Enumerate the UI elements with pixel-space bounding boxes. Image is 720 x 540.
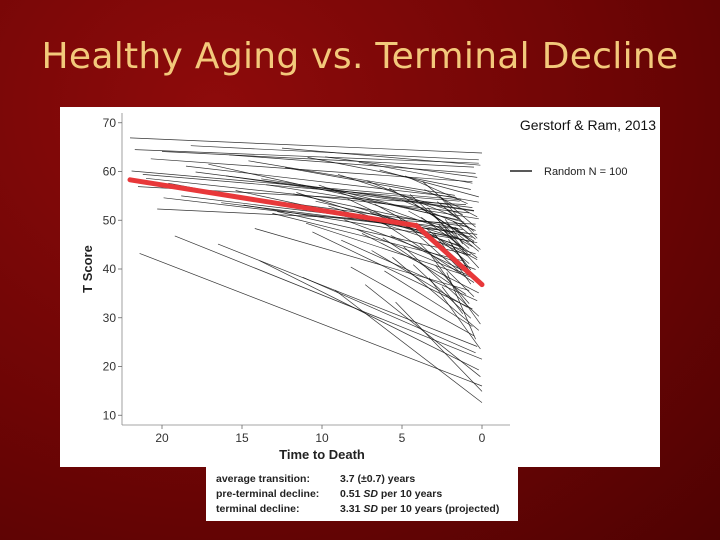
y-tick-label: 30	[102, 310, 116, 325]
y-tick-label: 50	[102, 213, 116, 228]
individual-line	[426, 228, 469, 264]
chart-panel	[60, 107, 660, 467]
stat-value-number: 0.51	[340, 488, 361, 500]
y-tick-label: 70	[102, 115, 116, 130]
chart	[60, 107, 660, 467]
individual-lines	[130, 138, 482, 403]
x-tick-label: 10	[315, 431, 329, 445]
individual-line	[164, 198, 478, 235]
individual-line	[447, 272, 476, 339]
x-axis-title: Time to Death	[279, 447, 365, 462]
individual-line	[130, 138, 482, 153]
stat-value: 3.7 (±0.7) years	[340, 473, 416, 485]
x-tick-label: 15	[235, 431, 249, 445]
stat-value-number: 3.31	[340, 503, 361, 515]
stat-value	[340, 503, 499, 515]
stat-value-unit: SD	[363, 503, 378, 515]
stat-label: pre-terminal decline:	[216, 488, 320, 500]
y-tick-label: 60	[102, 164, 116, 179]
stat-label: terminal decline:	[216, 503, 300, 515]
stat-value-rest: per 10 years (projected)	[380, 503, 500, 515]
stat-value-rest: per 10 years	[380, 488, 443, 500]
y-tick-label: 40	[102, 262, 116, 276]
y-tick-label: 10	[102, 408, 116, 423]
y-axis-title: T Score	[80, 245, 95, 293]
stat-value	[340, 488, 442, 500]
legend-layer	[510, 166, 627, 178]
citation: Gerstorf & Ram, 2013	[519, 117, 656, 133]
y-tick-label: 20	[102, 359, 116, 374]
stats-box	[206, 466, 518, 521]
stat-label: average transition:	[216, 473, 310, 485]
x-tick-label: 0	[478, 431, 486, 445]
stat-value-unit: SD	[363, 488, 378, 500]
individual-line	[140, 253, 482, 386]
individual-line	[162, 152, 474, 168]
slide-title: Healthy Aging vs. Terminal Decline	[41, 36, 679, 77]
x-tick-label: 5	[398, 431, 406, 445]
x-tick-label: 20	[155, 431, 169, 445]
legend-label: Random N = 100	[544, 166, 628, 179]
